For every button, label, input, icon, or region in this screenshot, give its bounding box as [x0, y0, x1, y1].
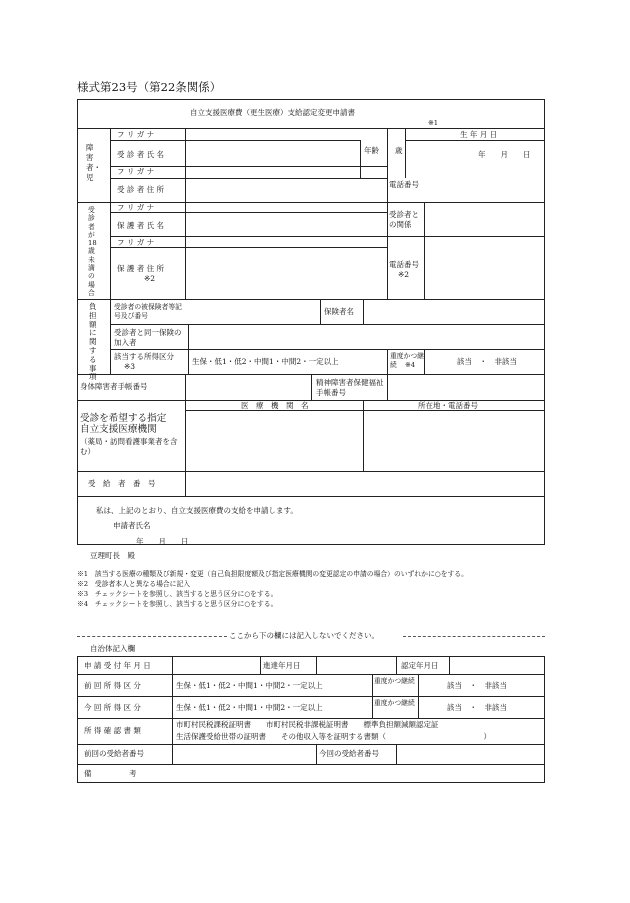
- guardian-phone-label: 電話番号: [389, 260, 419, 269]
- income-class-note: ※3: [124, 362, 136, 371]
- declaration-text: 私は、上記のとおり、自立支援医療費の支給を申請します。: [96, 506, 298, 515]
- received-date-label: 申 請 受 付 年 月 日: [84, 661, 151, 670]
- note-mark-1: ※1: [428, 119, 439, 127]
- prev-severe-label: 重度かつ継続: [374, 677, 415, 685]
- institution-label-2: 自立支援医療機関: [80, 424, 157, 435]
- note-2: ※2 受診者本人と異なる場合に記入: [77, 580, 191, 588]
- form-title: 自立支援医療費（更生医療）支給認定変更申請書: [190, 108, 355, 117]
- prev-recipient-no-label: 前回の受給者番号: [84, 749, 144, 758]
- income-class-label: 該当する所得区分: [114, 352, 174, 361]
- guardian-furigana2-label: フ リ ガ ナ: [117, 238, 155, 247]
- guardian-relation-label: 受診者との関係: [389, 210, 419, 229]
- note-3: ※3 チェックシートを参照し、該当すると思う区分に○をする。: [77, 590, 278, 598]
- application-date: 年 月 日: [136, 537, 189, 546]
- curr-recipient-no-label: 今回の受給者番号: [319, 749, 379, 758]
- recipient-number-label: 受 給 者 番 号: [88, 479, 156, 488]
- income-class-options: 生保・低1・低2・中間1・中間2・一定以上: [192, 357, 339, 366]
- institution-name-column: 医 療 機 関 名: [241, 401, 309, 410]
- institution-label-1: 受診を希望する指定: [80, 413, 167, 424]
- applicant-phone-label: 電話番号: [389, 180, 419, 189]
- physical-handbook-label: 身体障害者手帳番号: [80, 382, 148, 391]
- cut-line-text: ここから下の欄には記入しないでください。: [229, 631, 379, 640]
- income-docs-line-2: 生活保護受給世帯の証明書 その他収入等を証明する書類（ ）: [176, 732, 491, 741]
- curr-severe-label: 重度かつ継続: [374, 699, 415, 707]
- institution-address-column: 所在地・電話番号: [418, 401, 478, 410]
- mayor-addressee: 豆理町長 殿: [90, 551, 135, 560]
- applicant-name-label: 受 診 者 氏 名: [117, 150, 165, 159]
- applicant-furigana-label: フ リ ガ ナ: [117, 130, 155, 139]
- income-docs-label: 所 得 確 認 書 類: [84, 726, 141, 735]
- guardian-section-label: 受診者が18歳未満の場合: [88, 206, 97, 297]
- applicant-address-label: 受 診 者 住 所: [117, 185, 165, 194]
- note-4: ※4 チェックシートを参照し、該当すると思う区分に○をする。: [77, 600, 278, 608]
- birthdate-value: 年 月 日: [478, 150, 531, 159]
- burden-section-label: 負担額に関する事項: [89, 302, 97, 382]
- same-insurance-label: 受診者と同一保険の加入者: [114, 328, 182, 347]
- insured-number-label: 受診者の被保険者等記号及び番号: [114, 303, 182, 320]
- guardian-phone-note: ※2: [398, 270, 410, 279]
- note-1: ※1 該当する医療の種類及び新規・変更（自己負担限度額及び指定医療機関の変更認定の申請の場合）のいずれかに○をする。: [77, 570, 468, 578]
- income-docs-line-1: 市町村民税課税証明書 市町村民税非課税証明書 標準負担額減額認定証: [176, 720, 439, 729]
- applicant-furigana2-label: フ リ ガ ナ: [117, 167, 155, 176]
- office-section-title: 自治体記入欄: [90, 644, 135, 653]
- age-unit: 歳: [395, 146, 403, 155]
- age-label: 年齢: [364, 146, 379, 155]
- prev-income-label: 前 回 所 得 区 分: [84, 681, 141, 690]
- severe-label: 重度かつ継続: [390, 352, 424, 369]
- applicant-section-label: 障害者・児: [86, 143, 101, 182]
- forwarded-date-label: 進達年月日: [263, 661, 301, 670]
- guardian-name-label: 保 護 者 氏 名: [117, 221, 165, 230]
- prev-income-options: 生保・低1・低2・中間1・中間2・一定以上: [176, 681, 323, 690]
- insurer-name-label: 保険者名: [324, 307, 354, 316]
- birthdate-label: 生 年 月 日: [460, 130, 498, 139]
- mental-handbook-label: 精神障害者保健福祉手帳番号: [316, 378, 384, 397]
- guardian-address-label: 保 護 者 住 所: [117, 264, 165, 273]
- prev-severe-options: 該当 ・ 非該当: [447, 681, 507, 690]
- cut-line-right: [403, 636, 545, 637]
- institution-label-3: （薬局・訪問看護事業者を含む）: [80, 437, 178, 456]
- applicant-signature-label: 申請者氏名: [113, 521, 151, 530]
- severe-options: 該当 ・ 非該当: [457, 357, 517, 366]
- severe-note: ※4: [405, 361, 416, 369]
- curr-severe-options: 該当 ・ 非該当: [447, 703, 507, 712]
- curr-income-options: 生保・低1・低2・中間1・中間2・一定以上: [176, 703, 323, 712]
- remarks-label: 備 考: [84, 769, 137, 778]
- form-number: 様式第23号（第22条関係）: [77, 80, 222, 94]
- guardian-furigana-label: フ リ ガ ナ: [117, 203, 155, 212]
- guardian-address-note: ※2: [144, 274, 156, 283]
- approved-date-label: 認定年月日: [401, 661, 439, 670]
- curr-income-label: 今 回 所 得 区 分: [84, 703, 141, 712]
- cut-line-left: [77, 636, 227, 637]
